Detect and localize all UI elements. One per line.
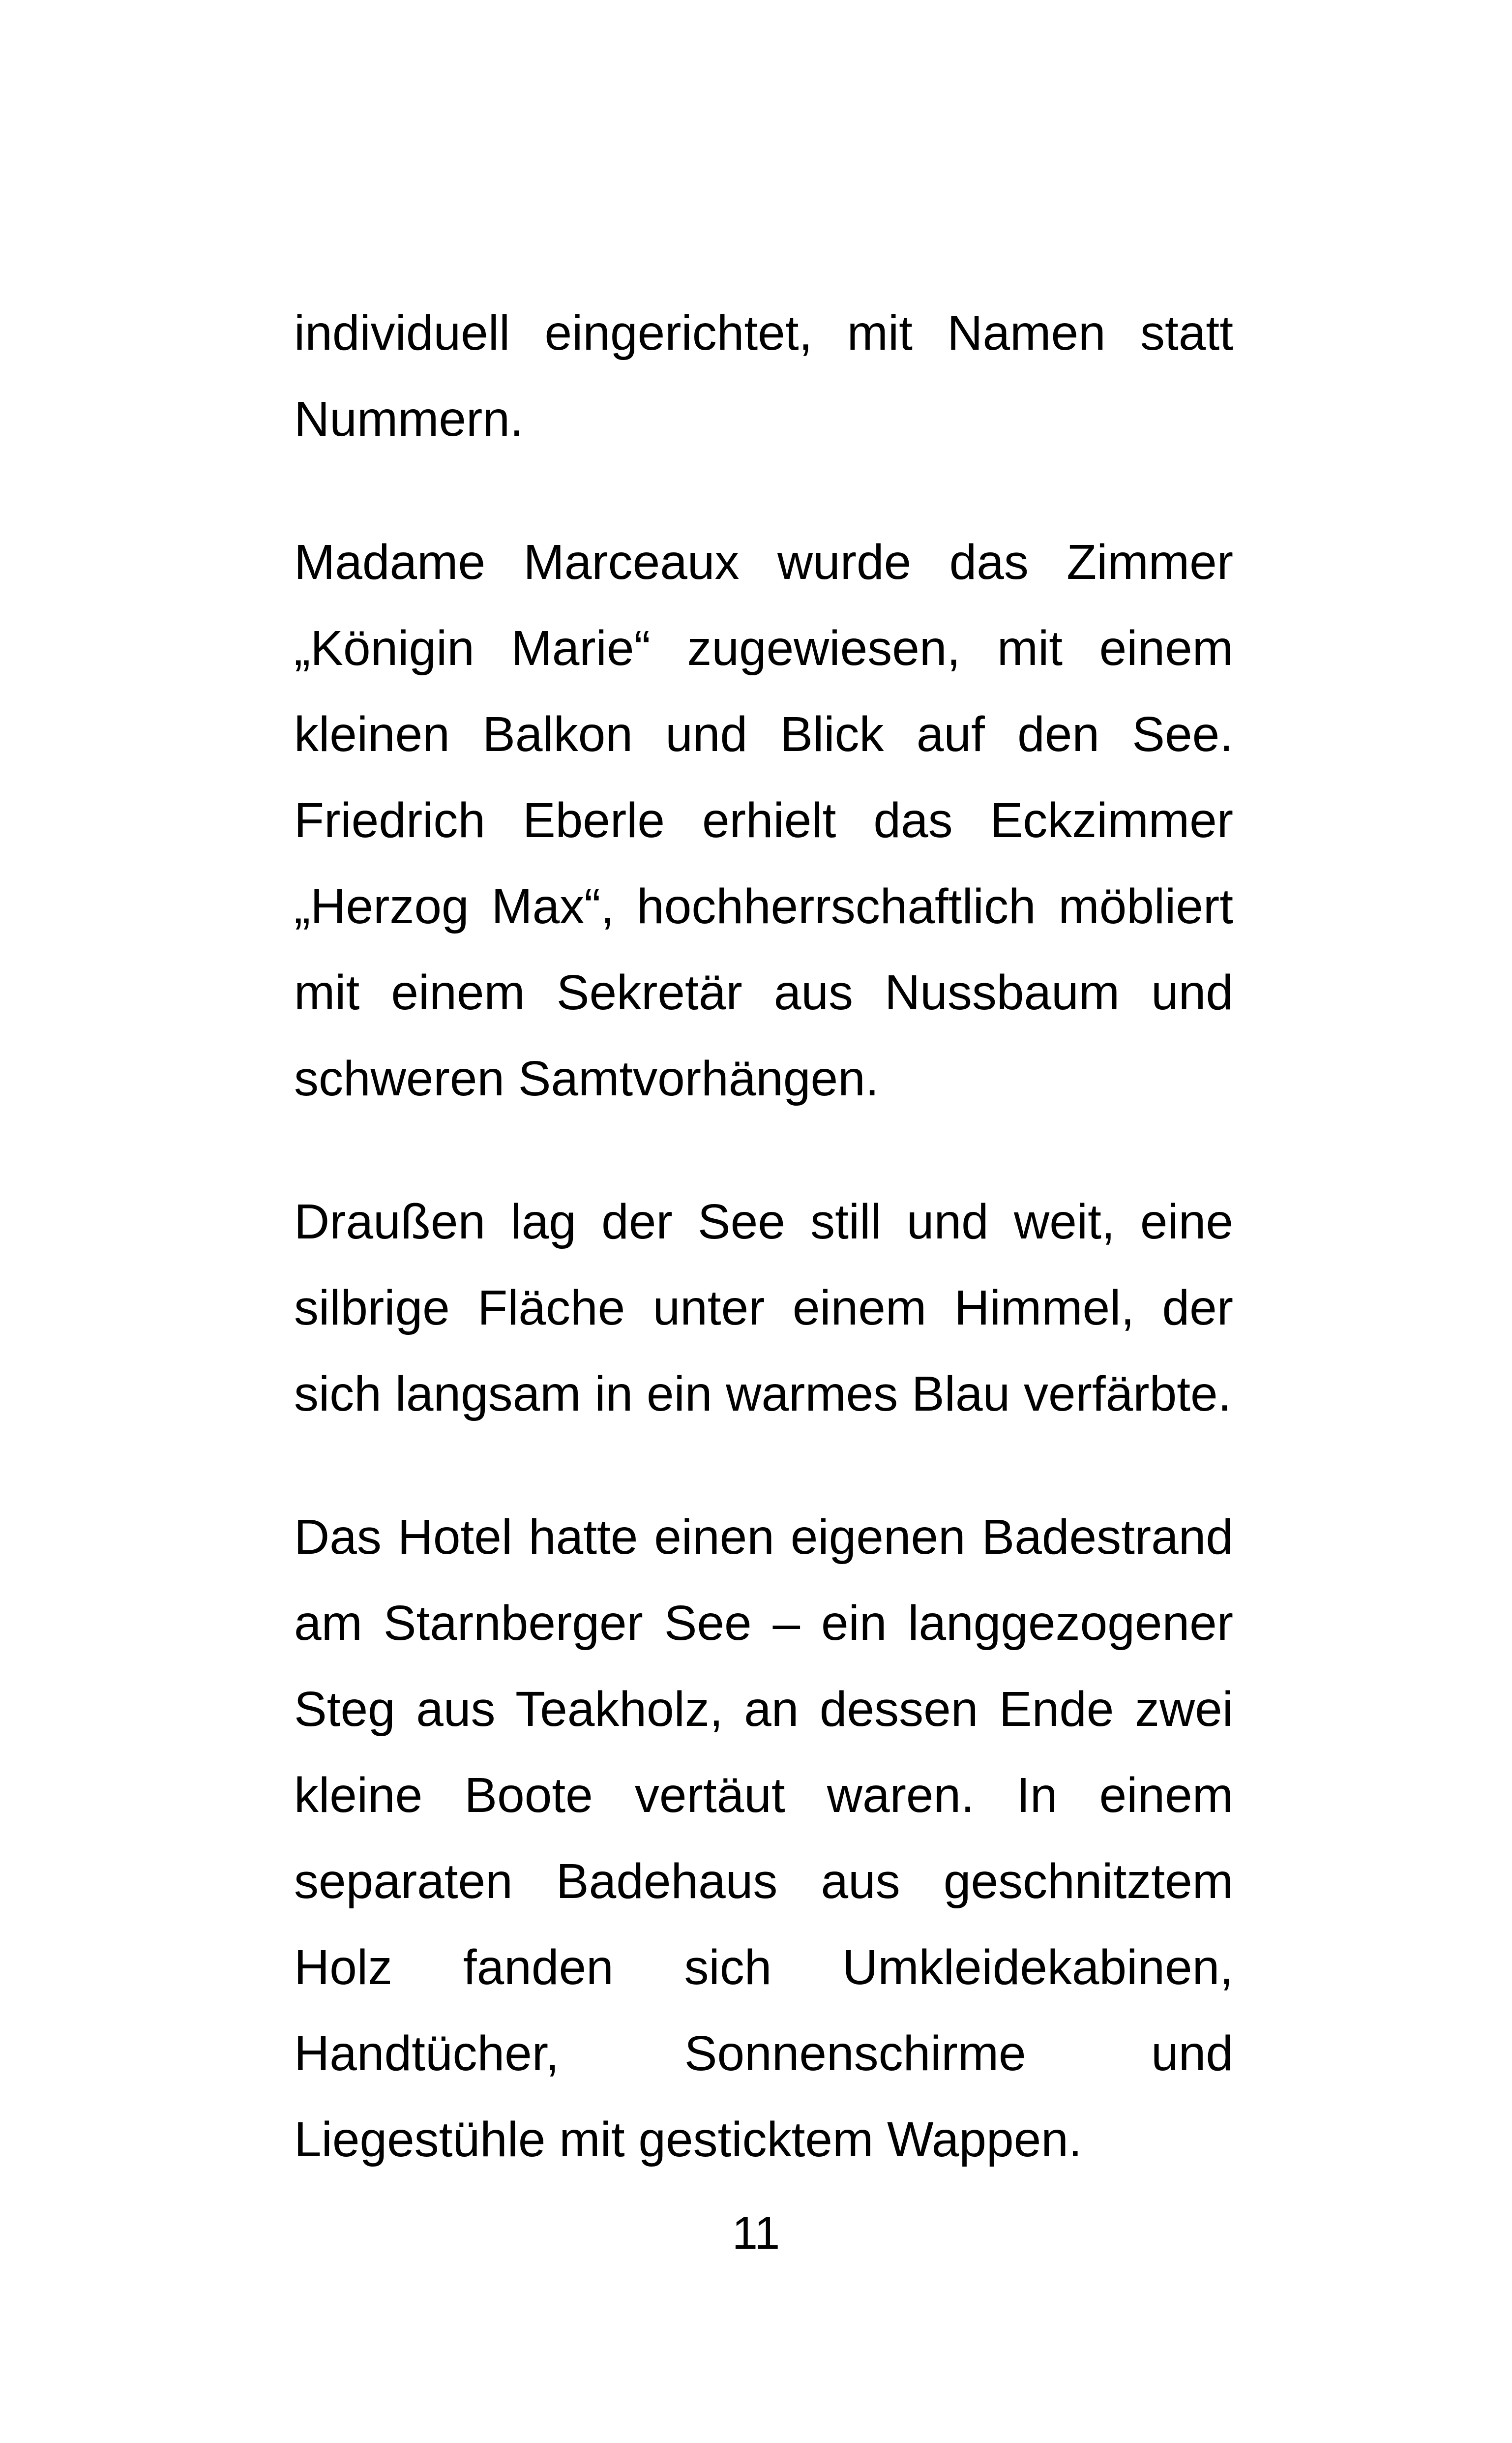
paragraph-4	[294, 1494, 1233, 2183]
text-line: Draußen lag der See still und weit, eine	[294, 1194, 1233, 1249]
paragraph-gap	[294, 1437, 1233, 1494]
text-line: mit einem Sekretär aus Nussbaum und	[294, 965, 1233, 1020]
text-line: kleinen Balkon und Blick auf den See.	[294, 707, 1233, 762]
text-line: „Königin Marie“ zugewiesen, mit einem	[294, 621, 1233, 676]
paragraph-gap	[294, 1122, 1233, 1179]
page-number: 11	[732, 2207, 780, 2259]
text-line: sich langsam in ein warmes Blau verfärbte.	[294, 1366, 1232, 1421]
text-line: Holz fanden sich Umkleidekabinen,	[294, 1940, 1233, 1995]
text-line: silbrige Fläche unter einem Himmel, der	[294, 1280, 1233, 1335]
text-line: Madame Marceaux wurde das Zimmer	[294, 535, 1233, 590]
text-line: separaten Badehaus aus geschnitztem	[294, 1854, 1233, 1909]
text-line: Nummern.	[294, 392, 524, 447]
text-line: schweren Samtvorhängen.	[294, 1051, 879, 1106]
text-line: am Starnberger See – ein langgezogener	[294, 1596, 1233, 1651]
text-line: Friedrich Eberle erhielt das Eckzimmer	[294, 793, 1233, 848]
text-line: „Herzog Max“, hochherrschaftlich möbliert	[294, 879, 1233, 934]
text-line: individuell eingerichtet, mit Namen statt	[294, 305, 1233, 361]
text-line: Liegestühle mit gesticktem Wappen.	[294, 2112, 1082, 2167]
text-line: Handtücher, Sonnenschirme und	[294, 2026, 1233, 2081]
text-line: kleine Boote vertäut waren. In einem	[294, 1768, 1233, 1823]
text-line: Steg aus Teakholz, an dessen Ende zwei	[294, 1682, 1233, 1737]
paragraph-2	[294, 519, 1233, 1122]
text-line: Das Hotel hatte einen eigenen Badestrand	[294, 1509, 1233, 1565]
paragraph-gap	[294, 462, 1233, 519]
body-text	[294, 290, 1233, 2183]
paragraph-3	[294, 1179, 1233, 1437]
paragraph-1	[294, 290, 1233, 462]
